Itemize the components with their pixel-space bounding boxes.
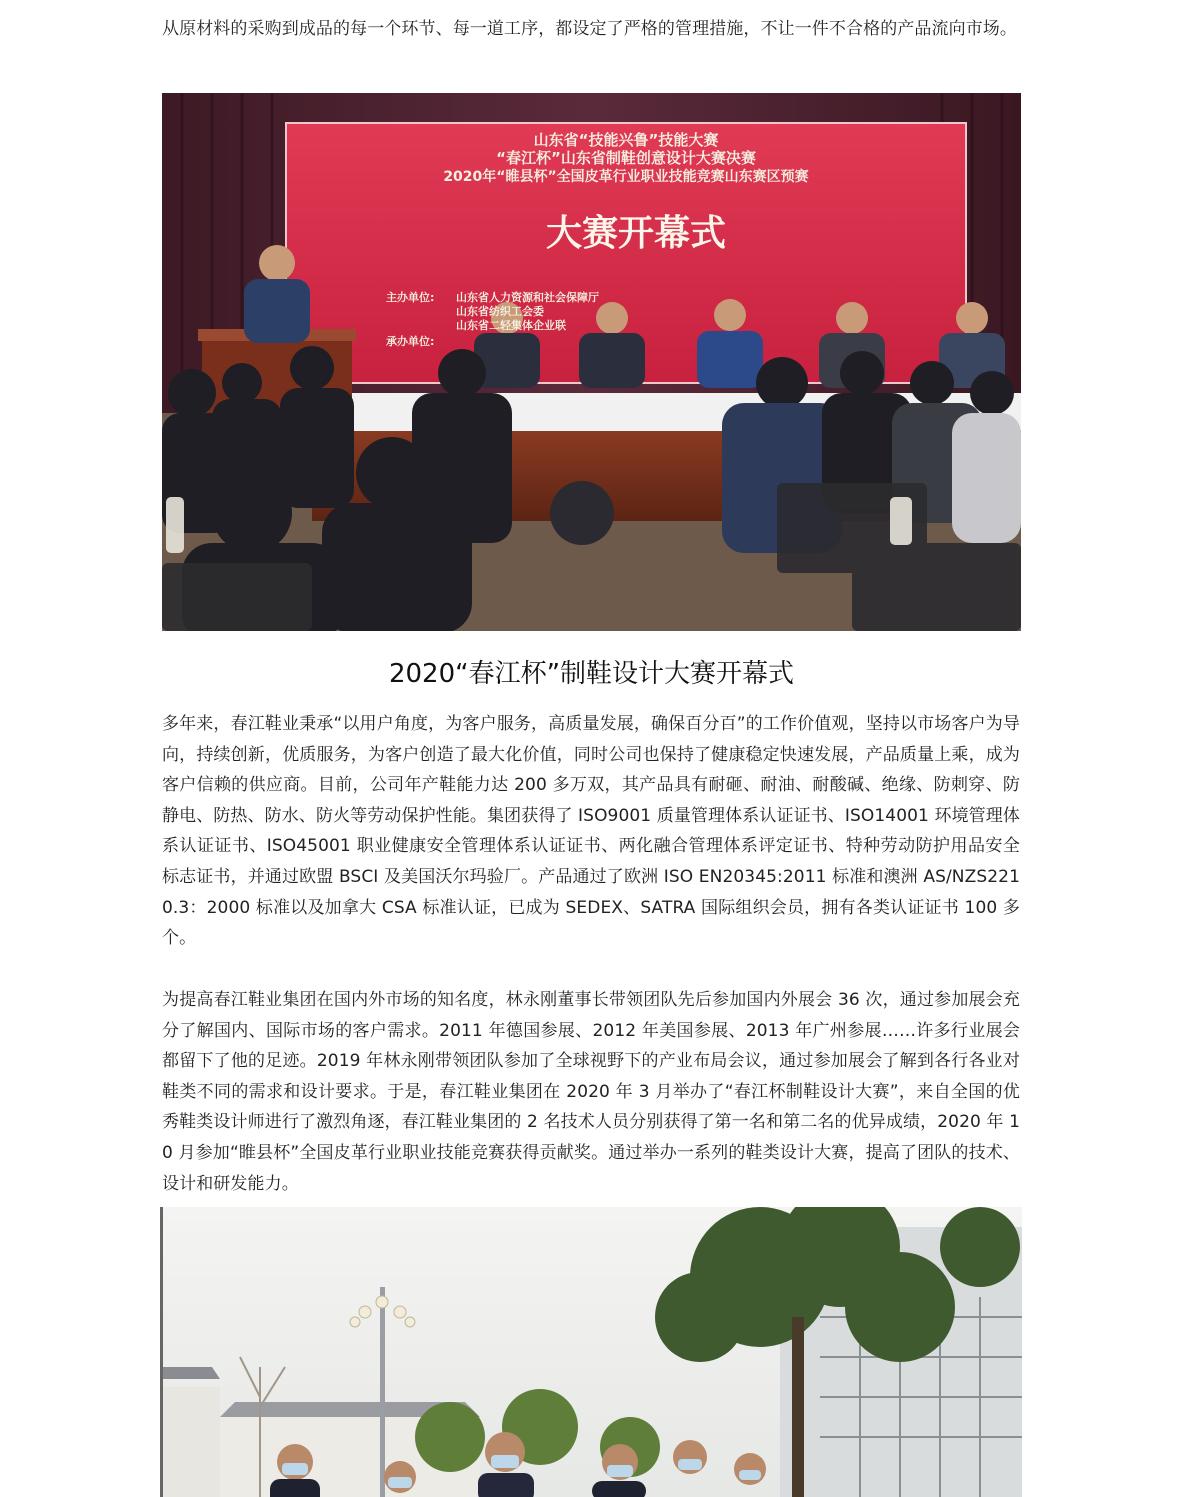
banner-organizer-label: 承办单位: bbox=[386, 335, 435, 348]
banner-line-2: “春江杯”山东省制鞋创意设计大赛决赛 bbox=[496, 149, 756, 167]
body-paragraph-1: 多年来，春江鞋业秉承“以用户角度，为客户服务，高质量发展，确保百分百”的工作价值观，坚持以市场客户为导向，持续创新，优质服务，为客户创造了最大化价值，同时公司也保持了健康稳定快速发展，产品质量上乘，成为客户信赖的供应商。目前，公司年产鞋能力达 200 多万双，其产品具有耐砸、耐油、耐酸碱、绝缘、防刺穿、防静电、防热、防水、防火等劳动保护性能。集团获得了 ISO9001 质量管理体系认证证书、ISO14001 环境管理体系认证证书、ISO45001 职业健康安全管理体系认证证书、两化融合管理体系评定证书、特种劳动防护用品安全标志证书，并通过欧盟 BSCI 及美国沃尔玛验厂。产品通过了欧洲 ISO EN20345:2011 标准和澳洲 AS/NZS2210.3：2000 标准以及加拿大 CSA 标准认证，已成为 SEDEX、SATRA 国际组织会员，拥有各类认证证书 100 多个。 bbox=[162, 714, 1020, 949]
intro-paragraph: 从原材料的采购到成品的每一个环节、每一道工序，都设定了严格的管理措施，不让一件不合格的产品流向市场。 bbox=[162, 19, 1017, 39]
outdoor-visit-photo bbox=[160, 1207, 1022, 1497]
banner-line-3: 2020年“睢县杯”全国皮革行业职业技能竞赛山东赛区预赛 bbox=[443, 169, 809, 185]
banner-title: 大赛开幕式 bbox=[545, 213, 727, 254]
body-paragraph-2: 为提高春江鞋业集团在国内外市场的知名度，林永刚董事长带领团队先后参加国内外展会 36 次，通过参加展会充分了解国内、国际市场的客户需求。2011 年德国参展、2012 年美国参展、2013 年广州参展……许多行业展会都留下了他的足迹。2019 年林永刚带领团队参加了全球视野下的产业布局会议，通过参加展会了解到各行各业对鞋类不同的需求和设计要求。于是，春江鞋业集团在 2020 年 3 月举办了“春江杯制鞋设计大赛”，来自全国的优秀鞋类设计师进行了激烈角逐，春江鞋业集团的 2 名技术人员分别获得了第一名和第二名的优异成绩，2020 年 10 月参加“睢县杯”全国皮革行业职业技能竞赛获得贡献奖。通过举办一系列的鞋类设计大赛，提高了团队的技术、设计和研发能力。 bbox=[162, 990, 1020, 1194]
banner-line-1: 山东省“技能兴鲁”技能大赛 bbox=[533, 131, 719, 149]
banner-host-1: 山东省人力资源和社会保障厅 bbox=[456, 291, 599, 304]
banner-host-3: 山东省二轻集体企业联 bbox=[456, 319, 566, 332]
opening-ceremony-photo bbox=[162, 93, 1021, 631]
opening-ceremony-illustration bbox=[162, 93, 1021, 631]
banner-host-2: 山东省纺织工会委 bbox=[456, 305, 544, 318]
outdoor-visit-illustration bbox=[160, 1207, 1022, 1497]
banner-host-label: 主办单位: bbox=[386, 291, 435, 304]
photo-caption: 2020“春江杯”制鞋设计大赛开幕式 bbox=[388, 659, 795, 689]
